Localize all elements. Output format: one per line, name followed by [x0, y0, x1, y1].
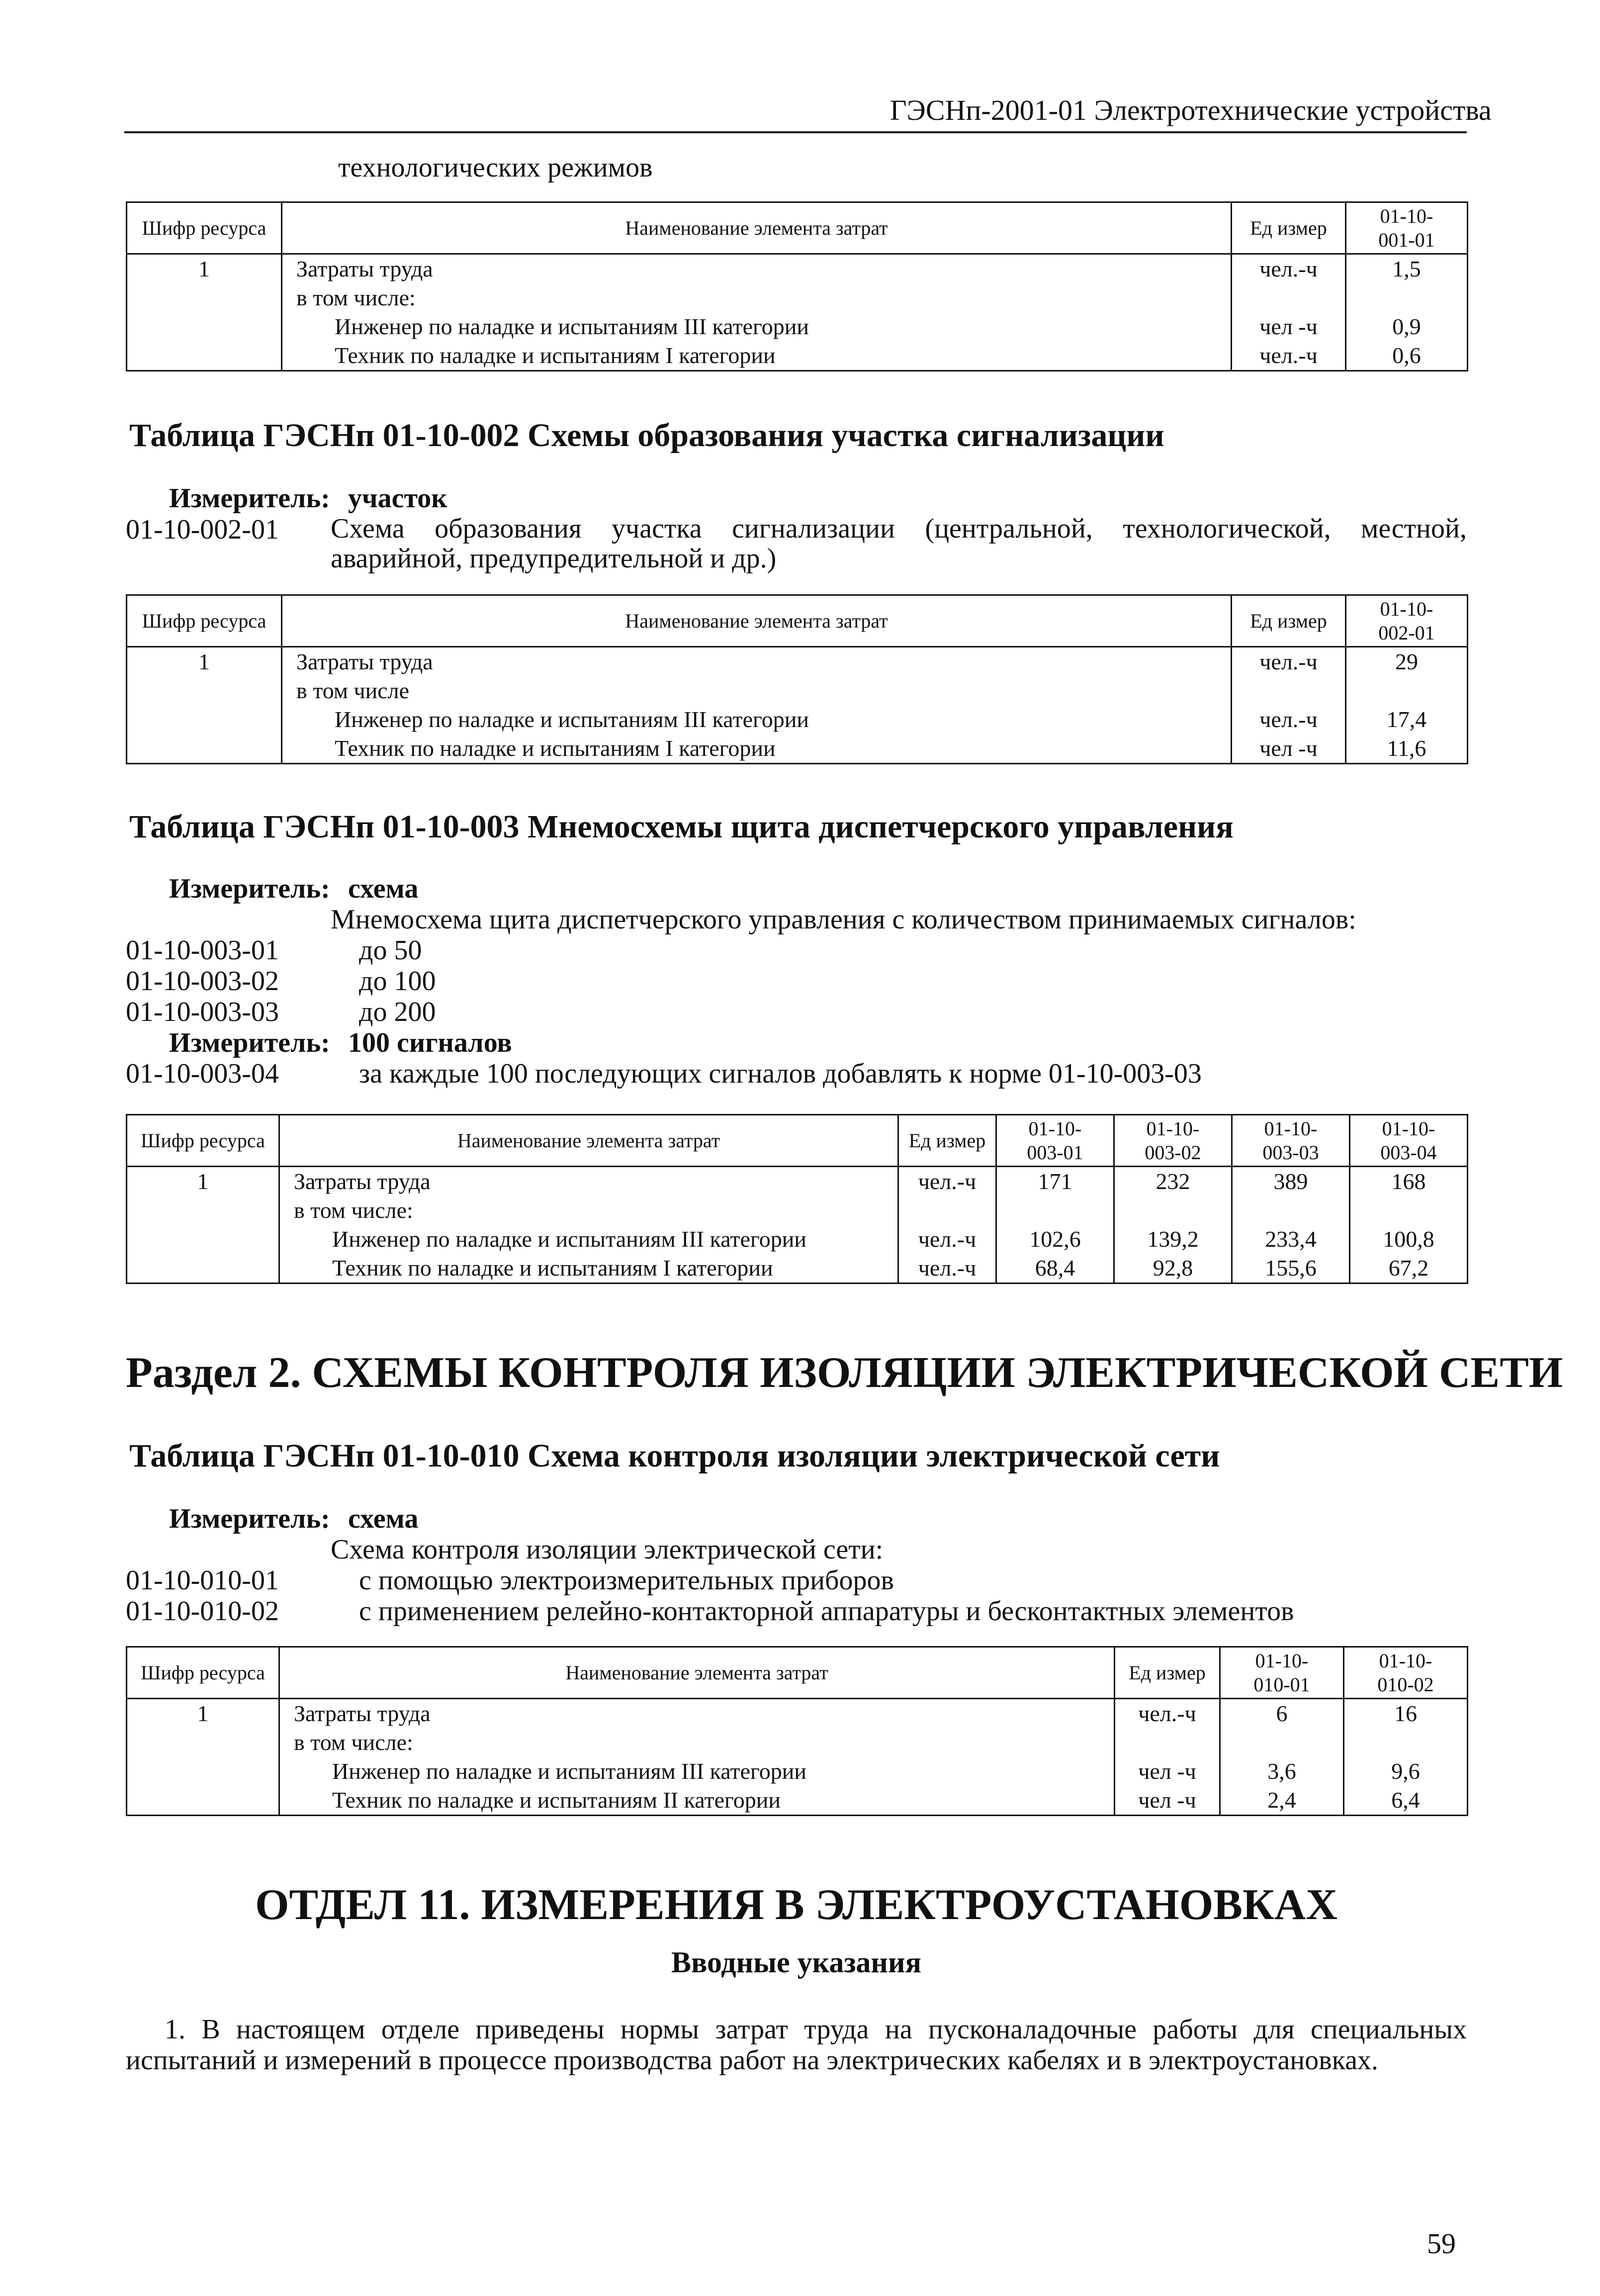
norm-value: 100,8 — [1383, 1226, 1434, 1252]
item-text: с помощью электроизмерительных приборов — [359, 1565, 894, 1596]
cost-element-name: Затраты труда — [296, 649, 433, 674]
norm-value — [1115, 1196, 1231, 1225]
table-title-010: Таблица ГЭСНп 01-10-010 Схема контроля изоляции электрической сети — [129, 1438, 1220, 1474]
unit-of-measure: чел -ч — [1259, 314, 1318, 339]
cost-element-cell — [282, 647, 1232, 764]
resource-code: 1 — [197, 1169, 209, 1194]
resource-code — [127, 705, 281, 734]
unit-of-measure: чел.-ч — [1138, 1701, 1196, 1726]
norm-value — [1344, 1728, 1467, 1757]
intro-paragraph: 1. В настоящем отделе приведены нормы затрат труда на пусконаладочные работы для специальных испытаний и измерений в процессе производства работ на электрических кабелях и в электроустановках. — [126, 2014, 1467, 2076]
norm-value: 171 — [1038, 1169, 1072, 1194]
unit-of-measure: чел.-ч — [1259, 256, 1318, 281]
intro-010: Схема контроля изоляции электрической сети: — [331, 1534, 884, 1565]
resource-code — [127, 1254, 278, 1283]
column-header-unit: Ед измер — [898, 1115, 996, 1167]
measure-value-003: схема — [348, 873, 419, 904]
item-code: 01-10-010-01 — [126, 1565, 279, 1596]
item-text: за каждые 100 последующих сигналов добавлять к норме 01-10-003-03 — [359, 1058, 1202, 1089]
norm-value-cell — [1232, 1167, 1350, 1284]
table-body-row — [127, 254, 1468, 371]
resource-code — [127, 1225, 278, 1254]
item-text: до 50 — [359, 935, 422, 966]
column-header-code: Шифр ресурса — [127, 1115, 279, 1167]
norm-value: 389 — [1273, 1169, 1308, 1194]
cost-element-name: Затраты труда — [296, 256, 433, 281]
norm-value: 2,4 — [1267, 1787, 1296, 1813]
resource-code-cell — [127, 1699, 279, 1816]
measure-label-003b: Измеритель: — [169, 1027, 330, 1058]
norm-value: 29 — [1395, 649, 1418, 674]
resource-table-001 — [126, 201, 1468, 371]
header-rule — [124, 131, 1467, 133]
page-number: 59 — [1427, 2227, 1456, 2260]
norm-value: 102,6 — [1029, 1226, 1081, 1252]
norm-value — [1350, 1196, 1467, 1225]
intro-heading: Вводные указания — [671, 1946, 922, 1979]
unit-of-measure — [1232, 676, 1345, 705]
column-header-name: Наименование элемента затрат — [282, 595, 1232, 647]
resource-table-002 — [126, 594, 1468, 764]
cost-element-name: Техник по наладке и испытаниям I категории — [335, 343, 776, 368]
item-code: 01-10-010-02 — [126, 1596, 279, 1627]
resource-code — [127, 283, 281, 312]
item-code: 01-10-003-02 — [126, 966, 279, 997]
running-header: ГЭСНп-2001-01 Электротехнические устройства — [890, 94, 1492, 126]
resource-table-010 — [126, 1646, 1468, 1816]
unit-cell — [1232, 254, 1346, 371]
resource-code — [127, 734, 281, 763]
continuation-text: технологических режимов — [338, 152, 653, 183]
unit-of-measure: чел -ч — [1138, 1787, 1196, 1813]
cost-element-name: в том числе: — [296, 285, 416, 310]
unit-of-measure: чел.-ч — [1259, 343, 1318, 368]
cost-element-name: в том числе — [296, 678, 409, 703]
unit-of-measure: чел.-ч — [918, 1169, 977, 1194]
cost-element-cell — [282, 254, 1232, 371]
resource-code — [127, 1786, 278, 1815]
measure-value-010: схема — [348, 1503, 419, 1534]
cost-element-name: Техник по наладке и испытаниям I категории — [335, 735, 776, 761]
column-header-code: Шифр ресурса — [127, 202, 282, 254]
resource-code: 1 — [197, 1701, 209, 1726]
table-body-row — [127, 1699, 1468, 1816]
norm-value: 0,6 — [1392, 343, 1421, 368]
column-header-norm-code: 01-10- 010-01 — [1220, 1647, 1344, 1699]
norm-value-cell — [1114, 1167, 1232, 1284]
norm-value-cell — [1350, 1167, 1468, 1284]
resource-table-003 — [126, 1114, 1468, 1284]
department-title: ОТДЕЛ 11. ИЗМЕРЕНИЯ В ЭЛЕКТРОУСТАНОВКАХ — [255, 1881, 1337, 1929]
cost-element-name: Инженер по наладке и испытаниям III категории — [332, 1226, 806, 1252]
column-header-code: Шифр ресурса — [127, 595, 282, 647]
resource-code — [127, 341, 281, 370]
norm-value: 3,6 — [1267, 1758, 1296, 1784]
resource-code — [127, 1757, 278, 1786]
unit-of-measure — [899, 1196, 995, 1225]
norm-value — [1233, 1196, 1349, 1225]
resource-code: 1 — [198, 256, 210, 281]
norm-value-cell — [1220, 1699, 1344, 1816]
item-text: Схема образования участка сигнализации (центральной, технологической, местной, аварийной, предупредительной и др.) — [331, 513, 1467, 574]
unit-of-measure: чел -ч — [1138, 1758, 1196, 1784]
column-header-norm-code: 01-10- 002-01 — [1346, 595, 1468, 647]
norm-value: 155,6 — [1265, 1255, 1317, 1281]
norm-value-cell — [1346, 647, 1468, 764]
norm-value: 232 — [1156, 1169, 1190, 1194]
cost-element-name: Инженер по наладке и испытаниям III категории — [332, 1758, 806, 1784]
column-header-norm-code: 01-10- 003-04 — [1350, 1115, 1468, 1167]
norm-value: 6,4 — [1391, 1787, 1420, 1813]
norm-value: 11,6 — [1387, 735, 1426, 761]
unit-cell — [1232, 647, 1346, 764]
measure-value-003b: 100 сигналов — [348, 1027, 512, 1058]
resource-code — [127, 312, 281, 341]
cost-element-name: Инженер по наладке и испытаниям III категории — [335, 707, 809, 732]
cost-element-cell — [279, 1167, 898, 1284]
column-header-code: Шифр ресурса — [127, 1647, 279, 1699]
table-body-row — [127, 647, 1468, 764]
column-header-unit: Ед измер — [1232, 595, 1346, 647]
item-text: с применением релейно-контакторной аппаратуры и бесконтактных элементов — [359, 1596, 1294, 1627]
unit-of-measure: чел -ч — [1259, 735, 1318, 761]
intro-003: Мнемосхема щита диспетчерского управления с количеством принимаемых сигналов: — [331, 904, 1356, 935]
item-code: 01-10-003-01 — [126, 935, 279, 966]
resource-code — [127, 1728, 278, 1757]
norm-value: 17,4 — [1386, 707, 1427, 732]
cost-element-cell — [279, 1699, 1115, 1816]
unit-of-measure: чел.-ч — [1259, 649, 1318, 674]
norm-value: 139,2 — [1147, 1226, 1199, 1252]
measure-value-002: участок — [348, 483, 447, 514]
column-header-name: Наименование элемента затрат — [282, 202, 1232, 254]
item-code: 01-10-003-03 — [126, 997, 279, 1027]
unit-of-measure: чел.-ч — [918, 1255, 977, 1281]
cost-element-name: Затраты труда — [294, 1701, 431, 1726]
column-header-name: Наименование элемента затрат — [279, 1647, 1115, 1699]
column-header-norm-code: 01-10- 001-01 — [1346, 202, 1468, 254]
section-title: Раздел 2. СХЕМЫ КОНТРОЛЯ ИЗОЛЯЦИИ ЭЛЕКТРИЧЕСКОЙ СЕТИ — [126, 1349, 1563, 1397]
resource-code — [127, 1196, 278, 1225]
unit-of-measure: чел.-ч — [918, 1226, 977, 1252]
column-header-norm-code: 01-10- 003-02 — [1114, 1115, 1232, 1167]
measure-label-002: Измеритель: — [169, 483, 330, 514]
unit-cell — [898, 1167, 996, 1284]
unit-of-measure — [1232, 283, 1345, 312]
norm-value: 1,5 — [1392, 256, 1421, 281]
column-header-unit: Ед измер — [1115, 1647, 1220, 1699]
column-header-norm-code: 01-10- 010-02 — [1344, 1647, 1468, 1699]
norm-value-cell — [996, 1167, 1114, 1284]
unit-of-measure — [1115, 1728, 1219, 1757]
norm-value: 0,9 — [1392, 314, 1421, 339]
norm-value: 233,4 — [1265, 1226, 1317, 1252]
cost-element-name: в том числе: — [294, 1730, 413, 1755]
column-header-name: Наименование элемента затрат — [279, 1115, 898, 1167]
item-code: 01-10-003-04 — [126, 1058, 279, 1089]
norm-value — [1346, 283, 1467, 312]
norm-value: 6 — [1276, 1701, 1288, 1726]
norm-value — [1346, 676, 1467, 705]
resource-code — [127, 676, 281, 705]
resource-code: 1 — [198, 649, 210, 674]
cost-element-name: Техник по наладке и испытаниям II категории — [332, 1787, 781, 1813]
resource-code-cell — [127, 254, 282, 371]
norm-value — [997, 1196, 1113, 1225]
norm-value: 168 — [1391, 1169, 1426, 1194]
norm-value-cell — [1346, 254, 1468, 371]
cost-element-name: Инженер по наладке и испытаниям III категории — [335, 314, 809, 339]
table-body-row — [127, 1167, 1468, 1284]
norm-value — [1221, 1728, 1343, 1757]
unit-cell — [1115, 1699, 1220, 1816]
column-header-norm-code: 01-10- 003-01 — [996, 1115, 1114, 1167]
cost-element-name: Техник по наладке и испытаниям I категории — [332, 1255, 773, 1281]
measure-label-010: Измеритель: — [169, 1503, 330, 1534]
norm-value: 9,6 — [1391, 1758, 1420, 1784]
norm-value: 16 — [1394, 1701, 1417, 1726]
norm-value-cell — [1344, 1699, 1468, 1816]
column-header-norm-code: 01-10- 003-03 — [1232, 1115, 1350, 1167]
resource-code-cell — [127, 647, 282, 764]
norm-value: 67,2 — [1388, 1255, 1429, 1281]
resource-code-cell — [127, 1167, 279, 1284]
cost-element-name: Затраты труда — [294, 1169, 431, 1194]
unit-of-measure: чел.-ч — [1259, 707, 1318, 732]
item-code: 01-10-002-01 — [126, 514, 279, 545]
item-text: до 100 — [359, 966, 436, 997]
table-title-003: Таблица ГЭСНп 01-10-003 Мнемосхемы щита диспетчерского управления — [129, 809, 1234, 845]
cost-element-name: в том числе: — [294, 1197, 413, 1223]
table-title-002: Таблица ГЭСНп 01-10-002 Схемы образования участка сигнализации — [129, 417, 1164, 454]
measure-label-003: Измеритель: — [169, 873, 330, 904]
norm-value: 92,8 — [1153, 1255, 1193, 1281]
norm-value: 68,4 — [1035, 1255, 1075, 1281]
column-header-unit: Ед измер — [1232, 202, 1346, 254]
item-text: до 200 — [359, 997, 436, 1027]
